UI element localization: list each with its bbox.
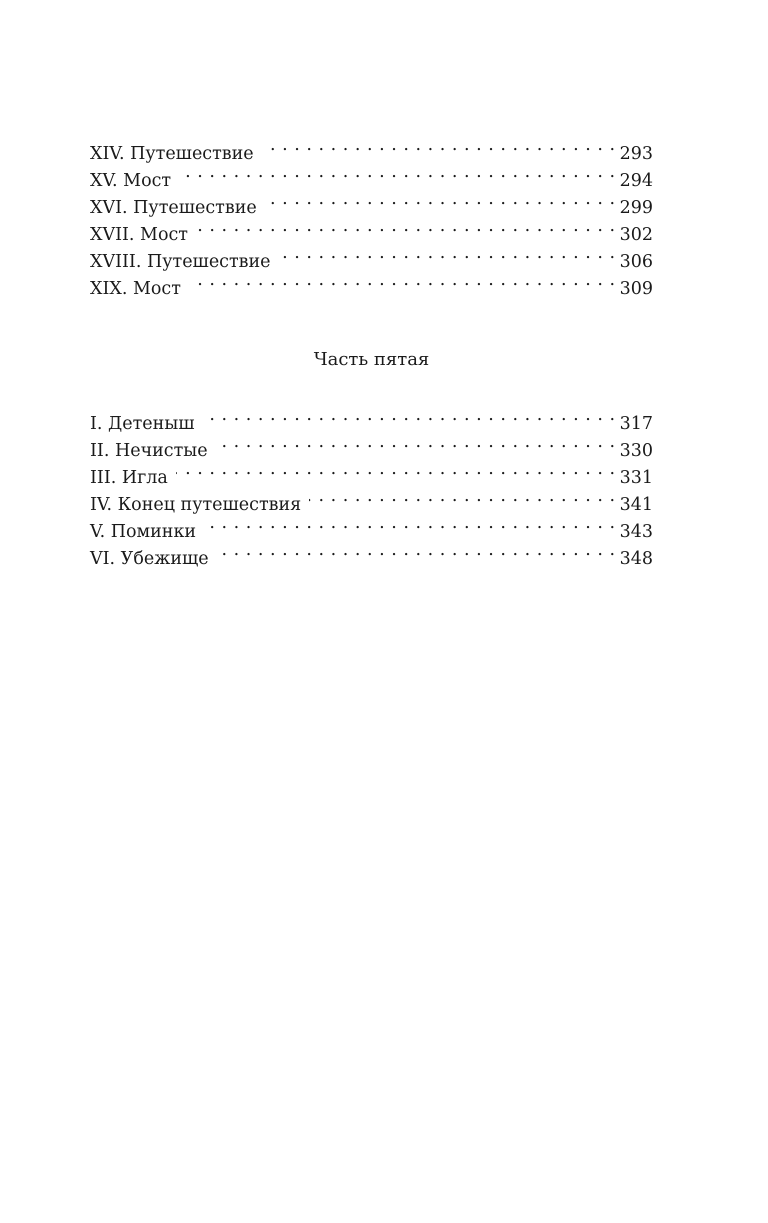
dot-leader [217,537,616,564]
toc-entry-title: III. Игла [90,468,168,488]
dot-leader [189,267,616,294]
toc-entry-title: XIX. Мост [90,279,181,299]
toc-entry-title: I. Детеныш [90,414,195,434]
toc-entry-title: V. Поминки [90,522,197,542]
toc-entry-title: XVII. Мост [90,225,188,245]
dot-leader [262,132,616,159]
dot-leader [216,429,616,456]
toc-entry-title: IV. Конец путешествия [90,495,302,515]
toc-entry[interactable] [90,132,653,164]
table-of-contents-page [90,132,653,569]
toc-entry-title: XV. Мост [90,171,172,191]
toc-entry-page-number: 309 [619,279,653,299]
toc-entry-page-number: 317 [619,414,653,434]
dot-leader [309,483,615,510]
dot-leader [203,402,616,429]
toc-entry-page-number: 294 [619,171,653,191]
toc-entry-title: XVIII. Путешествие [90,252,271,272]
toc-entry-page-number: 293 [619,144,653,164]
toc-entry-title: XIV. Путешествие [90,144,254,164]
toc-entry-page-number: 302 [619,225,653,245]
dot-leader [204,510,616,537]
toc-entry-page-number: 330 [619,441,653,461]
dot-leader [179,159,615,186]
toc-entry-title: XVI. Путешествие [90,198,257,218]
toc-entry-page-number: 331 [619,468,653,488]
toc-entry-page-number: 348 [619,549,653,569]
toc-entry-page-number: 343 [619,522,653,542]
dot-leader [279,240,616,267]
toc-entry-title: II. Нечистые [90,441,208,461]
toc-entry[interactable] [90,402,653,434]
dot-leader [176,456,616,483]
toc-list-part-four [90,132,653,299]
dot-leader [196,213,616,240]
toc-entry-page-number: 341 [619,495,653,515]
part-heading: Часть пятая [313,349,430,370]
toc-entry-page-number: 306 [619,252,653,272]
toc-list-part-five [90,402,653,569]
dot-leader [265,186,616,213]
toc-entry-title: VI. Убежище [90,549,209,569]
toc-entry-page-number: 299 [619,198,653,218]
